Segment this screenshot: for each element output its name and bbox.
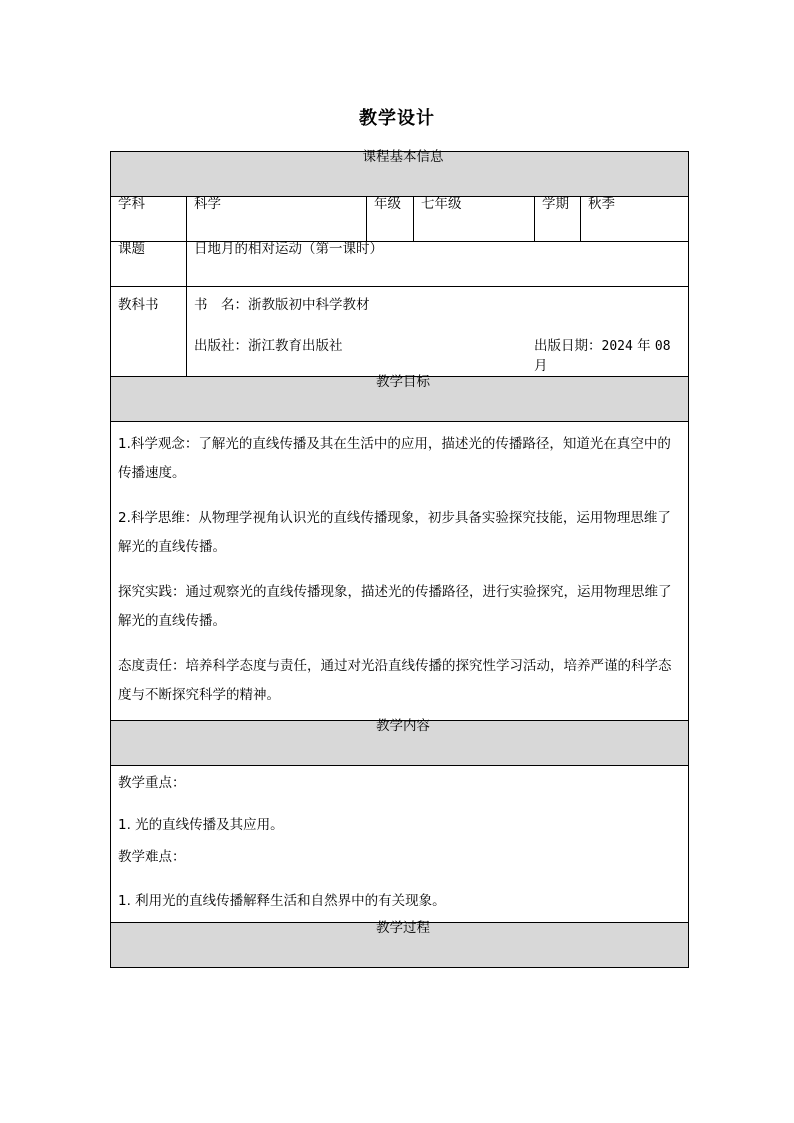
section-title: 教学目标 [376,374,431,390]
textbook-label-cell: 教科书 [111,287,187,377]
key-points-label: 教学重点： [118,775,186,791]
content-cell [111,766,689,923]
key-point-item: 1. 光的直线传播及其应用。 [118,817,284,833]
difficult-point-item: 1. 利用光的直线传播解释生活和自然界中的有关现象。 [118,893,446,909]
section-title: 教学过程 [376,920,431,936]
section-header-basic-info [111,152,689,197]
publish-date: 出版日期：2024 年 08 月 [534,338,671,374]
term-value-cell: 秋季 [581,197,689,242]
row-topic [111,242,689,287]
grade-value-cell: 七年级 [414,197,535,242]
section-header-objectives [111,377,689,422]
publisher-line [194,334,688,374]
row-subject-grade-term [111,197,689,242]
document-title: 教学设计 [359,108,435,129]
book-name: 书 名：浙教版初中科学教材 [194,297,370,313]
objective-item: 探究实践：通过观察光的直线传播现象，描述光的传播路径，进行实验探究，运用物理思维了解光的直线传播。 [118,584,672,629]
topic-value-cell: 日地月的相对运动（第一课时） [187,242,689,287]
subject-label-cell: 学科 [111,197,187,242]
subject-value-cell: 科学 [187,197,367,242]
textbook-info-cell [187,287,689,377]
topic-label-cell: 课题 [111,242,187,287]
publisher: 出版社：浙江教育出版社 [194,338,343,354]
section-title: 课程基本信息 [362,149,444,165]
row-textbook [111,287,689,377]
objectives-cell [111,422,689,721]
section-title: 教学内容 [376,718,431,734]
row-content [111,766,689,923]
row-objectives [111,422,689,721]
lesson-design-table [110,151,689,968]
section-header-content [111,721,689,766]
objective-item: 1.科学观念：了解光的直线传播及其在生活中的应用，描述光的传播路径，知道光在真空中的传播速度。 [118,436,671,481]
objective-item: 2.科学思维：从物理学视角认识光的直线传播现象，初步具备实验探究技能，运用物理思维了解光的直线传播。 [118,510,671,555]
difficult-points-label: 教学难点： [118,849,186,865]
term-label-cell: 学期 [535,197,581,242]
grade-label-cell: 年级 [367,197,414,242]
section-header-process [111,923,689,968]
objective-item: 态度责任：培养科学态度与责任，通过对光沿直线传播的探究性学习活动，培养严谨的科学态度与不断探究科学的精神。 [118,658,672,703]
